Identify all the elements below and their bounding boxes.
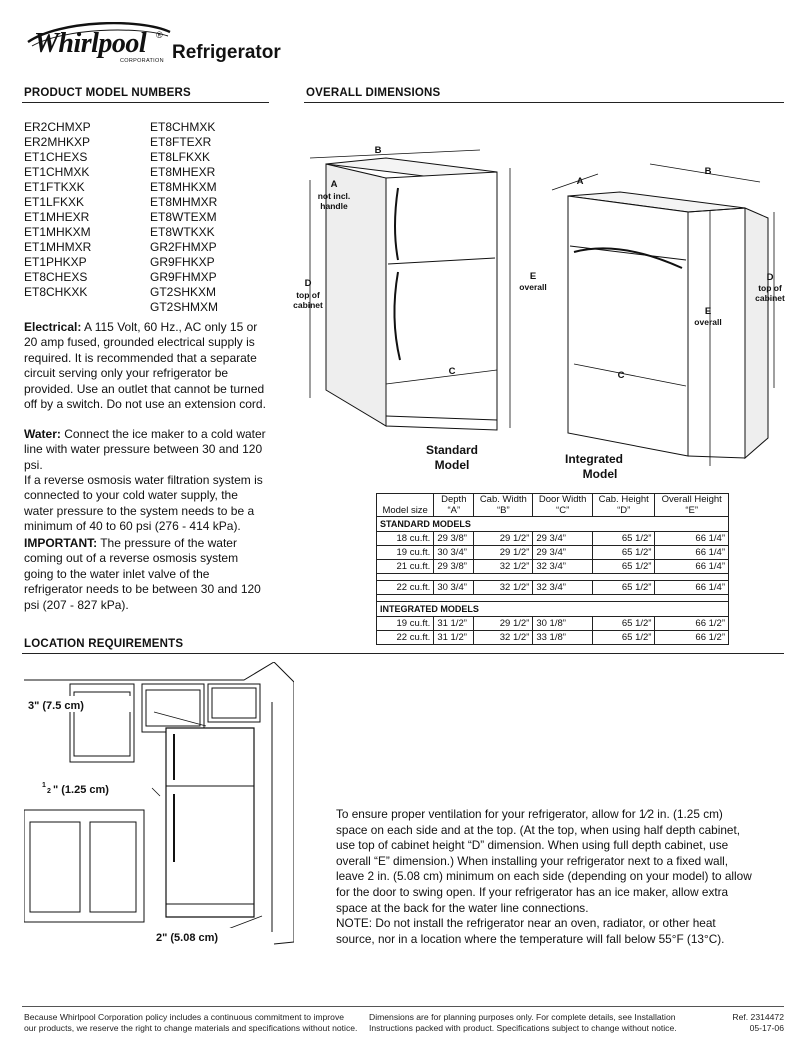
label-c: C [448,366,456,377]
model-number: ET1MHKXM [24,225,91,239]
footer-line: our products, we reserve the right to change materials and specifications without notice. [24,1023,358,1033]
page-title: Refrigerator [172,42,281,63]
label-a-integrated: A [576,176,584,187]
footer-line: Instructions packed with product. Specifications subject to change without notice. [369,1023,677,1033]
footer-rule [22,1006,784,1007]
model-list-col2 [150,120,218,315]
label-a: A [330,179,338,190]
model-number: ET1MHEXR [24,210,90,224]
model-number: ET1LFKXK [24,195,85,209]
important-text: The pressure of the water coming out of a reverse osmosis system going to the water inlet valve of the refrigerator needs to be between 30 and 120 psi (207 - 827 kPa). [24,536,261,612]
table-row: 21 cu.ft. 29 3/8” 32 1/2” 32 3/4” 65 1/2” 66 1/4” [377,560,729,574]
table-row: 19 cu.ft. 31 1/2” 29 1/2” 30 1/8” 65 1/2” 66 1/2” [377,617,729,631]
side-clearance-label: " (1.25 cm) [53,784,109,796]
dim-a2-line [552,174,598,190]
column-header: Model size [377,494,434,517]
label-cabinet: cabinet [293,300,323,310]
heading-rule [22,102,269,103]
label-b: B [374,145,382,156]
model-number: ET1PHKXP [24,255,87,269]
label-c-integrated: C [617,370,625,381]
dimensions-diagram [290,108,790,493]
model-number: ET8MHKXM [150,180,217,194]
model-number: GT2SHMXM [150,300,219,314]
table-row: 22 cu.ft. 30 3/4” 32 1/2” 32 3/4” 65 1/2” 66 1/4” [377,581,729,595]
heading-overall-dimensions: OVERALL DIMENSIONS [306,87,441,99]
electrical-text: A 115 Volt, 60 Hz., AC only 15 or 20 amp fused, grounded electrical supply is required. It is recommended that a separate circuit serving only your refrigerator be provided. Use an outlet that cannot be turned off by a switch. Do not use an extension cord. [24,320,266,412]
table-row: 22 cu.ft. 31 1/2” 32 1/2” 33 1/8” 65 1/2” 66 1/2” [377,631,729,645]
ventilation-note: NOTE: Do not install the refrigerator near an oven, radiator, or other heat source, nor in a location where the temperature will fall below 55°F (13°C). [336,916,725,946]
label-d: D [304,278,312,289]
model-number: ET8CHMXK [150,120,216,134]
label-d-integrated: D [766,272,774,283]
important-note [24,536,269,613]
column-header: Cab. Height “D” [592,494,655,517]
integrated-label-2: Model [582,467,618,481]
model-number: GR9FHMXP [150,270,217,284]
footer-disclaimer [369,1012,689,1034]
label-not-incl: not incl. [317,191,351,201]
side-clearance-arrow [152,788,160,796]
ventilation-paragraph [336,807,756,947]
water-text: Connect the ice maker to a cold water line with water pressure between 30 and 120 psi. [24,427,266,472]
top-clearance-arrow [154,712,206,726]
model-number: ET8WTKXK [150,225,215,239]
model-number: ET8MHEXR [150,165,216,179]
label-top-of-integrated: top of [758,283,782,293]
bottom-clearance-label: 2" (5.08 cm) [156,932,219,944]
footer-line: Because Whirlpool Corporation policy includes a continuous commitment to improve [24,1012,345,1022]
integrated-fridge-side [745,208,768,458]
dim-b-line [310,150,480,158]
dimensions-table [376,493,729,645]
heading-rule [22,653,784,654]
model-number: ET8WTEXM [150,210,217,224]
label-top-of: top of [296,290,320,300]
table-section-row: STANDARD MODELS [377,517,729,532]
standard-fridge-front [386,172,497,430]
important-label: IMPORTANT: [24,536,98,550]
heading-rule [304,102,784,103]
table-row: 18 cu.ft. 29 3/8” 29 1/2” 29 3/4” 65 1/2” 66 1/4” [377,532,729,546]
electrical-label: Electrical: [24,320,82,334]
model-number: GR2FHMXP [150,240,217,254]
column-header: Overall Height “E” [655,494,729,517]
brand-corporation: CORPORATION [120,58,164,64]
side-fraction-den: 2 [47,788,51,795]
standard-label-2: Model [434,458,470,472]
label-handle: handle [320,201,348,211]
integrated-label-1: Integrated [564,452,624,466]
model-number: ET1MHMXR [24,240,92,254]
footer-reference [700,1012,784,1034]
model-number: GR9FHKXP [150,255,215,269]
label-b-integrated: B [704,166,712,177]
column-header: Cab. Width “B” [474,494,533,517]
registered-mark: ® [156,30,163,40]
model-number: ER2MHKXP [24,135,91,149]
top-clearance-label: 3" (7.5 cm) [28,700,84,712]
integrated-fridge-front [568,196,688,456]
table-section-row: INTEGRATED MODELS [377,602,729,617]
water-note [24,427,269,473]
model-number: ET8MHMXR [150,195,218,209]
standard-label-1: Standard [425,443,479,457]
ro-note: If a reverse osmosis water filtration system is connected to your cold water supply, the water pressure to the system needs to be a minimum of 40 to 60 psi (276 - 414 kPa). [24,473,263,534]
model-number: ET1FTKXK [24,180,85,194]
column-header: Door Width “C” [533,494,593,517]
model-list-col1 [24,120,91,300]
model-number: ER2CHMXP [24,120,91,134]
label-cabinet-integrated: cabinet [755,293,785,303]
model-number: ET8LFKXK [150,150,211,164]
footer-line: Dimensions are for planning purposes only. For complete details, see Installation [369,1012,676,1022]
brand-name: Whirlpool [34,28,147,59]
heading-model-numbers: PRODUCT MODEL NUMBERS [24,87,191,99]
model-number: ET8CHKXK [24,285,88,299]
model-number: ET8FTEXR [150,135,212,149]
electrical-note [24,320,269,412]
label-e: E [529,271,537,282]
model-number: ET1CHMXK [24,165,90,179]
model-number: ET8CHEXS [24,270,88,284]
label-overall-integrated: overall [694,317,722,327]
ventilation-text: To ensure proper ventilation for your refrigerator, allow for 1⁄2 in. (1.25 cm) space on each side and at the top. (At the top, when using half depth cabinet, use top of cabinet height “D” dimension. When using full depth cabinet, use overall “E” dimension.) When installing your refrigerator next to a fixed wall, leave 2 in. (5.08 cm) minimum on each side (depending on your model) to allow for the door to swing open. If your refrigerator has an ice maker, allow extra space at the back for the water line connections. [336,807,752,915]
label-overall: overall [519,282,547,292]
water-label: Water: [24,427,61,441]
lower-cabinet [24,810,144,922]
model-number: GT2SHKXM [150,285,217,299]
heading-location: LOCATION REQUIREMENTS [24,638,184,650]
side-fraction-num: 1 [42,782,46,789]
reference-number: Ref. 2314472 [732,1012,784,1022]
footer-policy [24,1012,369,1034]
label-e-integrated: E [704,306,712,317]
table-row: 19 cu.ft. 30 3/4” 29 1/2” 29 3/4” 65 1/2” 66 1/4” [377,546,729,560]
column-header: Depth “A” [434,494,474,517]
location-diagram [24,662,294,952]
location-fridge [166,728,254,917]
model-number: ET1CHEXS [24,150,88,164]
table-header-row [377,494,729,517]
reference-date: 05-17-06 [749,1023,784,1033]
